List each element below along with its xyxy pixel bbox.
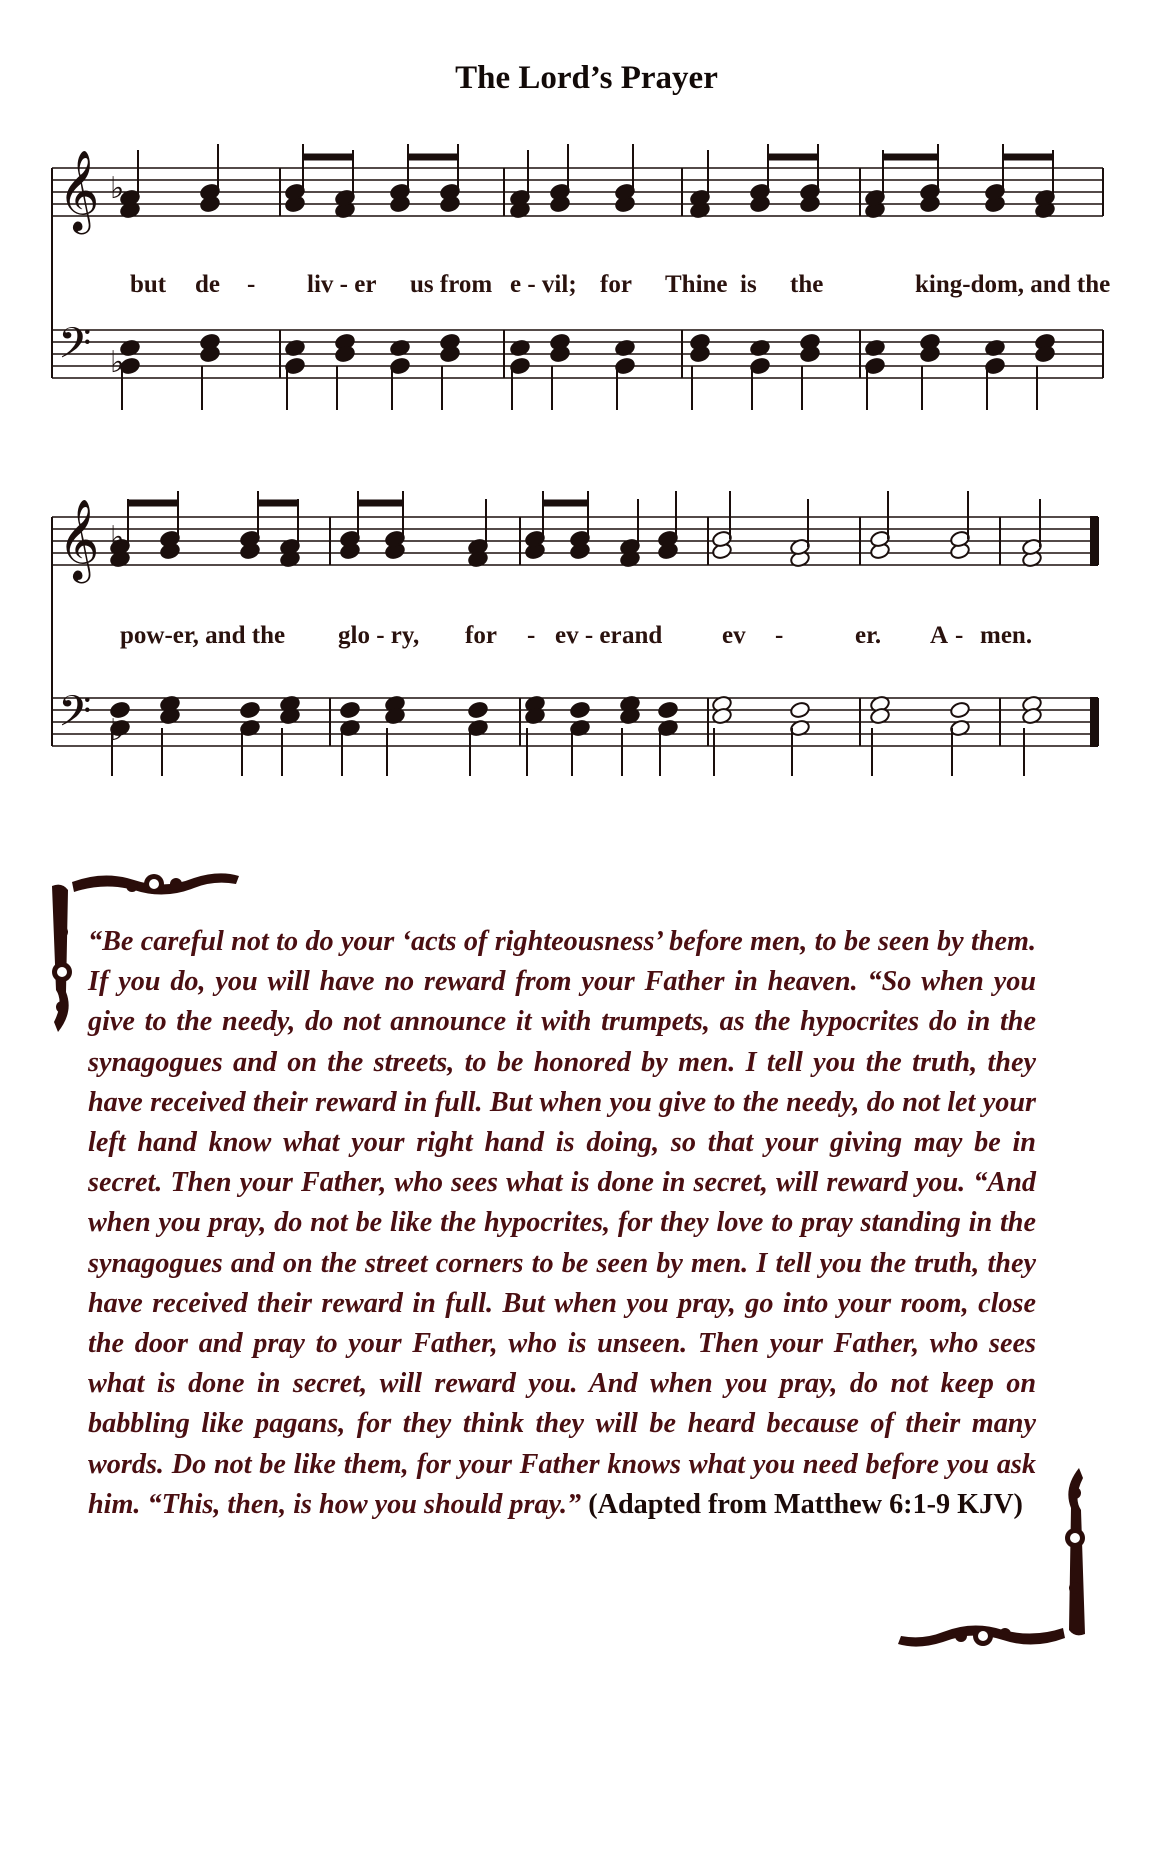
lyric-syllable: but (130, 271, 167, 298)
lyric-syllable: e - vil; (510, 271, 577, 298)
lyric-syllable: men. (980, 622, 1033, 649)
lyric-syllable: us from (410, 271, 493, 298)
lyric-syllable: liv - er (307, 271, 377, 298)
svg-text:♭: ♭ (110, 520, 125, 555)
lyric-syllable: A (930, 622, 949, 649)
sheet-music (0, 0, 1173, 800)
lyric-syllable: king-dom, and the (915, 271, 1111, 298)
lyric-syllable: pow-er, and the (120, 622, 286, 649)
lyrics-line-1 (130, 271, 1110, 298)
lyric-syllable: and (622, 622, 663, 649)
svg-text:♭: ♭ (110, 345, 125, 380)
lyric-syllable: ev - er (555, 622, 622, 649)
svg-text:𝄞: 𝄞 (58, 498, 100, 580)
lyric-syllable: - (775, 622, 784, 649)
lyric-syllable: ev (722, 622, 746, 649)
scripture-quote: “Be careful not to do your ‘acts of righteousness’ before men, to be seen by them. If you do, you will have no reward from your Father in heaven. “So when you give to the needy, do not announce it with trumpets, as the hypocrites do in the synagogues and on the streets, to be honored by men. I tell you the truth, they have received their reward in full. But when you give to the needy, do not let your left hand know what your right hand is doing, so that your giving may be in secret. Then your Father, who sees what is done in secret, will reward you. “And when you pray, do not be like the hypocrites, for they love to pray standing in the synagogues and on the street corners to be seen by men. I tell you the truth, they have received their reward in full. But when you pray, go into your room, close the door and pray to your Father, who is unseen. Then your Father, who sees what is done in secret, will reward you. And when you pray, do not keep on babbling like pagans, for they think they will be heard because of their many words. Do not be like them, for your Father knows what you need before you ask him. “This, then, is how you should pray.” (88, 926, 1036, 1520)
lyric-syllable: er. (855, 622, 882, 649)
svg-text:𝄢: 𝄢 (58, 687, 92, 747)
svg-text:𝄢: 𝄢 (58, 319, 92, 379)
lyric-syllable: - (527, 622, 536, 649)
lyric-syllable: for (600, 271, 632, 298)
svg-text:♭: ♭ (110, 713, 125, 748)
lyric-syllable: - (955, 622, 964, 649)
scripture-citation: (Adapted from Matthew 6:1-9 KJV) (588, 1488, 1023, 1520)
lyric-syllable: Thine (665, 271, 728, 298)
lyric-syllable: the (790, 271, 824, 298)
page-title: The Lord’s Prayer (455, 60, 718, 96)
lyric-syllable: is (740, 271, 757, 298)
svg-text:𝄞: 𝄞 (58, 149, 100, 231)
lyric-syllable: glo - ry, (338, 622, 420, 649)
scripture-passage (88, 922, 1036, 1525)
lyric-syllable: - (247, 271, 256, 298)
lyric-syllable: for (465, 622, 497, 649)
lyrics-line-2 (120, 622, 1032, 649)
svg-text:♭: ♭ (110, 171, 125, 206)
lyric-syllable: de (195, 271, 220, 298)
